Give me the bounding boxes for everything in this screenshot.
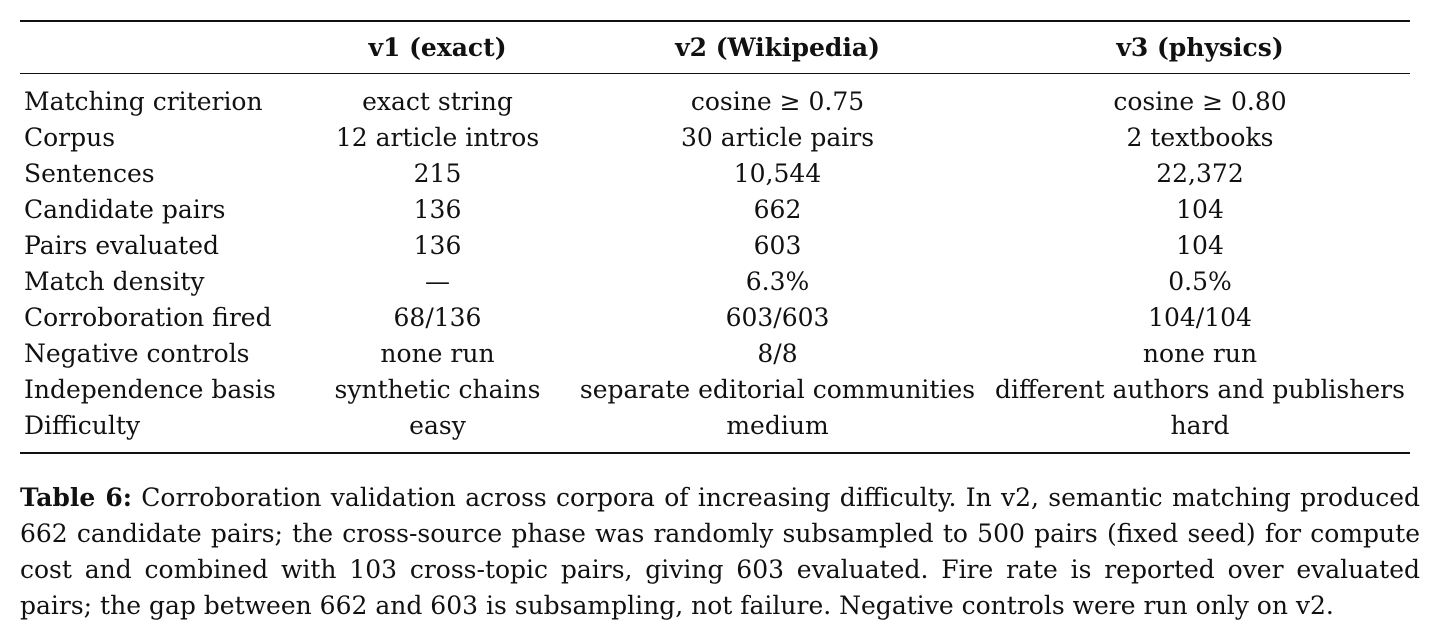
results-table: [20, 20, 1410, 454]
row-label: Match density: [24, 266, 205, 296]
table-row: [20, 263, 1410, 299]
table-cell: 662: [753, 194, 802, 224]
table-cell: 22,372: [1156, 158, 1244, 188]
table-cell: cosine ≥ 0.75: [690, 86, 865, 116]
table-cell: 68/136: [393, 302, 482, 332]
table-cell: 6.3%: [745, 266, 810, 296]
table-row: [20, 335, 1410, 371]
table-header: [20, 21, 1410, 74]
header-cell-v3: v3 (physics): [990, 21, 1410, 74]
table-cell: none run: [380, 338, 495, 368]
table-cell: 30 article pairs: [680, 122, 875, 152]
table-row: [20, 191, 1410, 227]
table-cell: 104: [1176, 194, 1224, 224]
table-cell: none run: [1142, 338, 1258, 368]
row-label: Sentences: [24, 158, 155, 188]
table-body: [20, 74, 1410, 454]
table-cell: 10,544: [733, 158, 822, 188]
table-cell: easy: [310, 407, 565, 453]
table-row: [20, 299, 1410, 335]
table-cell: separate editorial communities: [579, 374, 976, 404]
row-label: Difficulty: [20, 407, 310, 453]
table-cell: 603/603: [725, 302, 830, 332]
table-cell: 8/8: [757, 338, 798, 368]
caption-label: Table 6:: [20, 483, 132, 512]
table-row: [20, 74, 1410, 120]
table-cell: 2 textbooks: [1126, 122, 1274, 152]
table-cell: exact string: [362, 86, 513, 116]
table-cell: different authors and publishers: [995, 374, 1405, 404]
row-label: Negative controls: [24, 338, 250, 368]
table-caption: [20, 480, 1420, 624]
row-label: Candidate pairs: [24, 194, 226, 224]
row-label: Independence basis: [24, 374, 276, 404]
table-row: [20, 371, 1410, 407]
table-row: [20, 227, 1410, 263]
table-cell: 0.5%: [1168, 266, 1232, 296]
header-cell-v2: v2 (Wikipedia): [565, 21, 990, 74]
table-cell: 136: [413, 194, 462, 224]
row-label: Corpus: [24, 122, 116, 152]
table-cell: medium: [565, 407, 990, 453]
table-cell: 104: [1176, 230, 1224, 260]
table-cell: hard: [990, 407, 1410, 453]
table-cell: —: [425, 266, 450, 296]
table-cell: cosine ≥ 0.80: [1113, 86, 1287, 116]
row-label: Pairs evaluated: [24, 230, 219, 260]
table-cell: 104/104: [1148, 302, 1252, 332]
row-label: Matching criterion: [24, 86, 263, 116]
table-cell: synthetic chains: [334, 374, 541, 404]
row-label: Corroboration fired: [24, 302, 272, 332]
header-cell-v1: v1 (exact): [310, 21, 565, 74]
table-row: [20, 155, 1410, 191]
table-cell: 12 article intros: [335, 122, 540, 152]
table-row: [20, 407, 1410, 453]
table-row: [20, 119, 1410, 155]
table-cell: 136: [413, 230, 462, 260]
caption-text: Corroboration validation across corpora of increasing difficulty. In v2, semantic matching produced 662 candidate pairs; the cross-source phase was randomly subsampled to 500 pairs (fixed seed) for compute cost and combined with 103 cross-topic pairs, giving 603 evaluated. Fire rate is reported over evaluated pairs; the gap between 662 and 603 is subsampling, not failure. Negative controls were run only on v2.: [20, 483, 1420, 620]
table-cell: 215: [413, 158, 462, 188]
table-cell: 603: [753, 230, 802, 260]
header-row: [20, 21, 1410, 74]
header-cell-empty: [20, 21, 310, 74]
